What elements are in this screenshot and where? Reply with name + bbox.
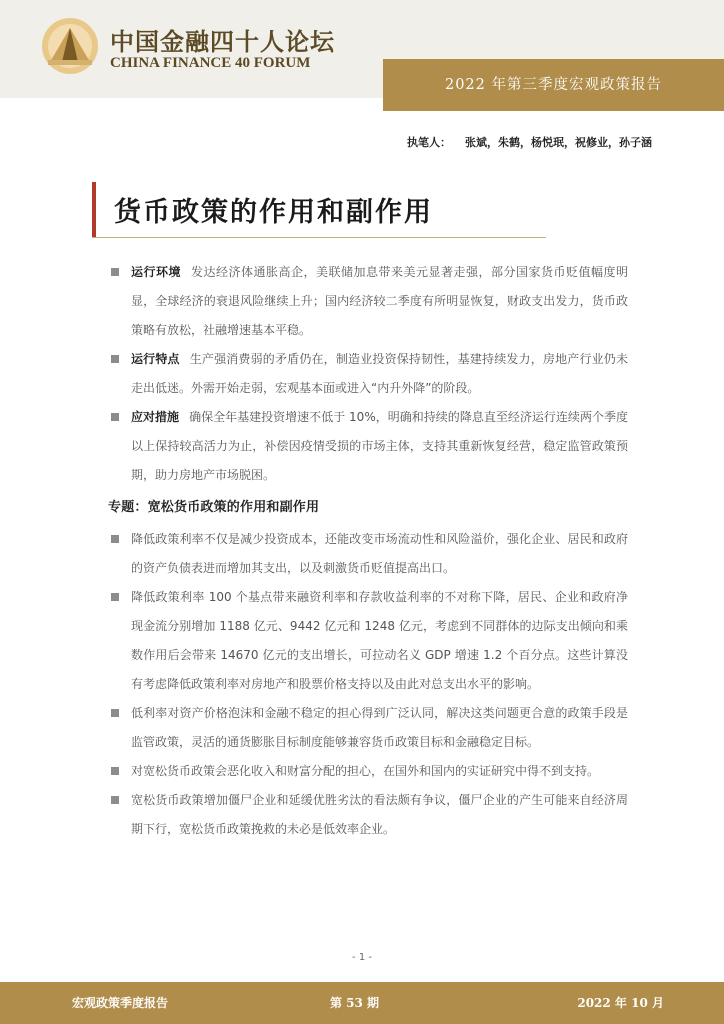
- square-bullet-icon: [111, 767, 119, 775]
- footer-issue: 第 53 期: [330, 996, 380, 1010]
- footer-band: [0, 982, 724, 1024]
- summary-item-text: 生产强消费弱的矛盾仍在，制造业投资保持韧性，基建持续发力，房地产行业仍未走出低迷。外需开始走弱，宏观基本面或进入“内升外降”的阶段。: [131, 352, 628, 395]
- summary-item: [108, 258, 628, 345]
- topic-item: [108, 525, 628, 583]
- page-number: - 1 -: [352, 952, 372, 963]
- summary-item-lead: 运行环境: [131, 265, 181, 279]
- title-accent-bar: [92, 182, 96, 237]
- authors-names: 张斌，朱鹤，杨悦珉，祝修业，孙子涵: [465, 136, 652, 149]
- summary-item-lead: 运行特点: [131, 352, 180, 366]
- forum-logo-icon: [40, 16, 100, 76]
- summary-item-lead: 应对措施: [131, 410, 180, 424]
- square-bullet-icon: [111, 535, 119, 543]
- topic-item: [108, 699, 628, 757]
- topic-item: [108, 583, 628, 699]
- section-title: 货币政策的作用和副作用: [114, 197, 433, 228]
- authors-line: [407, 134, 652, 150]
- square-bullet-icon: [111, 593, 119, 601]
- square-bullet-icon: [111, 268, 119, 276]
- org-name-en: CHINA FINANCE 40 FORUM: [110, 55, 311, 71]
- title-underline: [92, 237, 546, 238]
- summary-item: [108, 345, 628, 403]
- authors-label: 执笔人：: [407, 136, 451, 149]
- report-title: 2022 年第三季度宏观政策报告: [444, 77, 662, 93]
- content-body: [108, 258, 628, 844]
- topic-item-text: 对宽松货币政策会恶化收入和财富分配的担心，在国外和国内的实证研究中得不到支持。: [131, 764, 600, 778]
- org-name-cn: 中国金融四十人论坛: [110, 27, 335, 56]
- summary-item-text: 发达经济体通胀高企，美联储加息带来美元显著走强，部分国家货币贬值幅度明显，全球经济的衰退风险继续上升；国内经济较二季度有所明显恢复，财政支出发力，货币政策略有放松，社融增速基本平稳。: [131, 265, 628, 337]
- footer-date: 2022 年 10 月: [577, 996, 664, 1010]
- topic-heading-text: 专题：宽松货币政策的作用和副作用: [108, 500, 320, 515]
- topic-item: [108, 757, 628, 786]
- footer-publication: 宏观政策季度报告: [72, 996, 169, 1010]
- topic-item-text: 宽松货币政策增加僵尸企业和延缓优胜劣汰的看法颇有争议，僵尸企业的产生可能来自经济周期下行，宽松货币政策挽救的未必是低效率企业。: [131, 793, 628, 836]
- square-bullet-icon: [111, 796, 119, 804]
- topic-item-text: 降低政策利率 100 个基点带来融资利率和存款收益利率的不对称下降，居民、企业和政府净现金流分别增加 1188 亿元、9442 亿元和 1248 亿元，考虑到不同群体的边际支出倾向和乘数作用后会带来 14670 亿元的支出增长，可拉动名义 GDP 增速 1.2 个百分点。这些计算没有考虑降低政策利率对房地产和股票价格支持以及由此对总支出水平的影响。: [131, 590, 628, 691]
- square-bullet-icon: [111, 413, 119, 421]
- topic-heading: [108, 493, 628, 523]
- square-bullet-icon: [111, 355, 119, 363]
- summary-item: [108, 403, 628, 490]
- topic-item: [108, 786, 628, 844]
- topic-item-text: 降低政策利率不仅是减少投资成本，还能改变市场流动性和风险溢价，强化企业、居民和政府的资产负债表进而增加其支出，以及刺激货币贬值提高出口。: [131, 532, 628, 575]
- square-bullet-icon: [111, 709, 119, 717]
- summary-item-text: 确保全年基建投资增速不低于 10%，明确和持续的降息直至经济运行连续两个季度以上保持较高活力为止，补偿因疫情受损的市场主体，支持其重新恢复经营，稳定监管政策预期，助力房地产市场脱困。: [131, 410, 628, 482]
- topic-item-text: 低利率对资产价格泡沫和金融不稳定的担心得到广泛认同，解决这类问题更合意的政策手段是监管政策，灵活的通货膨胀目标制度能够兼容货币政策目标和金融稳定目标。: [131, 706, 628, 749]
